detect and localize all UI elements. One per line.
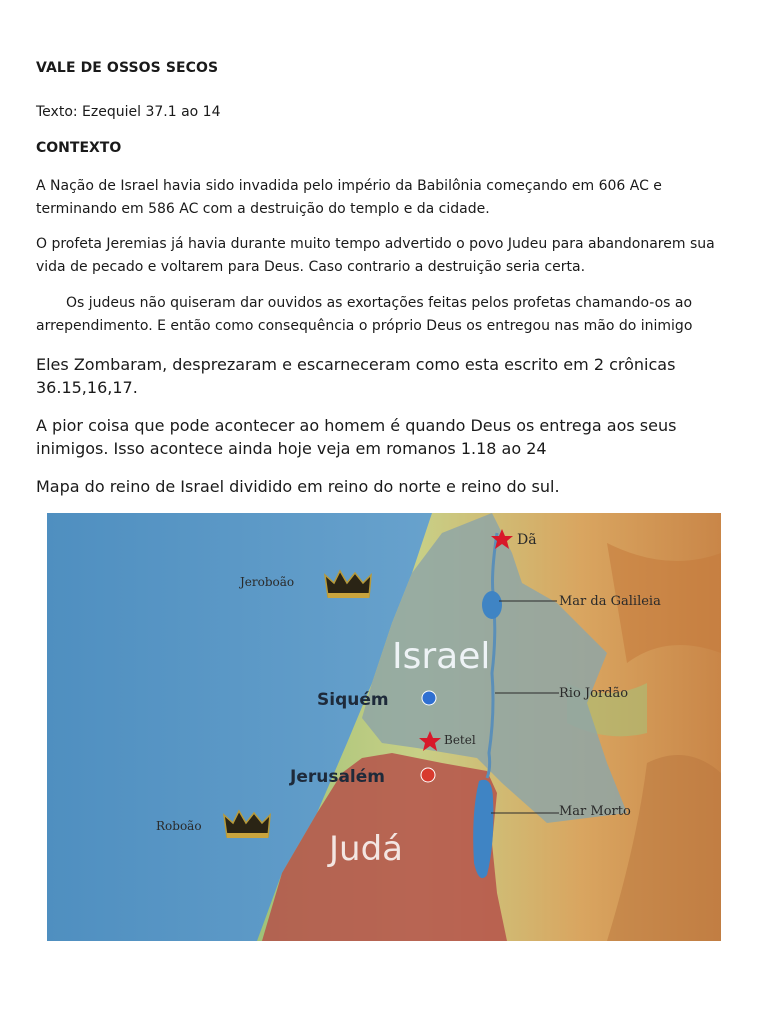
paragraph-1: A Nação de Israel havia sido invadida pelo império da Babilônia começando em 606 AC e terminando em 586 AC com a destruição do templo e da cidade.	[36, 178, 662, 217]
paragraph-5: A pior coisa que pode acontecer ao homem é quando Deus os entrega aos seus inimigos. Isso acontece ainda hoje veja em romanos 1.18 ao 24	[36, 416, 677, 458]
label-betel: Betel	[444, 733, 476, 747]
city-dot-icon	[421, 768, 435, 782]
label-israel: Israel	[392, 636, 491, 677]
paragraph-2: O profeta Jeremias já havia durante muito tempo advertido o povo Judeu para abandonarem sua vida de pecado e voltarem para Deus. Caso contrario a destruição seria certa.	[36, 236, 715, 275]
label-rio-jordao: Rio Jordão	[559, 686, 629, 701]
label-juda: Judá	[329, 829, 403, 869]
kingdom-map	[47, 513, 721, 941]
sea-of-galilee	[482, 591, 502, 619]
label-da: Dã	[517, 532, 537, 548]
paragraph-4: Eles Zombaram, desprezaram e escarneceram como esta escrito em 2 crônicas 36.15,16,17.	[36, 355, 676, 397]
label-jerusalem: Jerusalém	[290, 767, 386, 787]
city-dot-icon	[422, 691, 436, 705]
label-mar-morto: Mar Morto	[559, 804, 631, 819]
label-roboao: Roboão	[156, 819, 202, 833]
text-reference: Texto: Ezequiel 37.1 ao 14	[36, 104, 221, 120]
label-siquem: Siquém	[317, 690, 389, 710]
context-heading: CONTEXTO	[36, 140, 122, 156]
label-jeroboao: Jeroboão	[240, 575, 295, 589]
paragraph-3: Os judeus não quiseram dar ouvidos as exortações feitas pelos profetas chamando-os ao arrependimento. E então como consequência o próprio Deus os entregou nas mão do inimigo	[36, 295, 693, 334]
paragraph-6: Mapa do reino de Israel dividido em reino do norte e reino do sul.	[36, 477, 560, 496]
label-mar-galileia: Mar da Galileia	[559, 594, 661, 609]
document-title: VALE DE OSSOS SECOS	[36, 60, 219, 76]
